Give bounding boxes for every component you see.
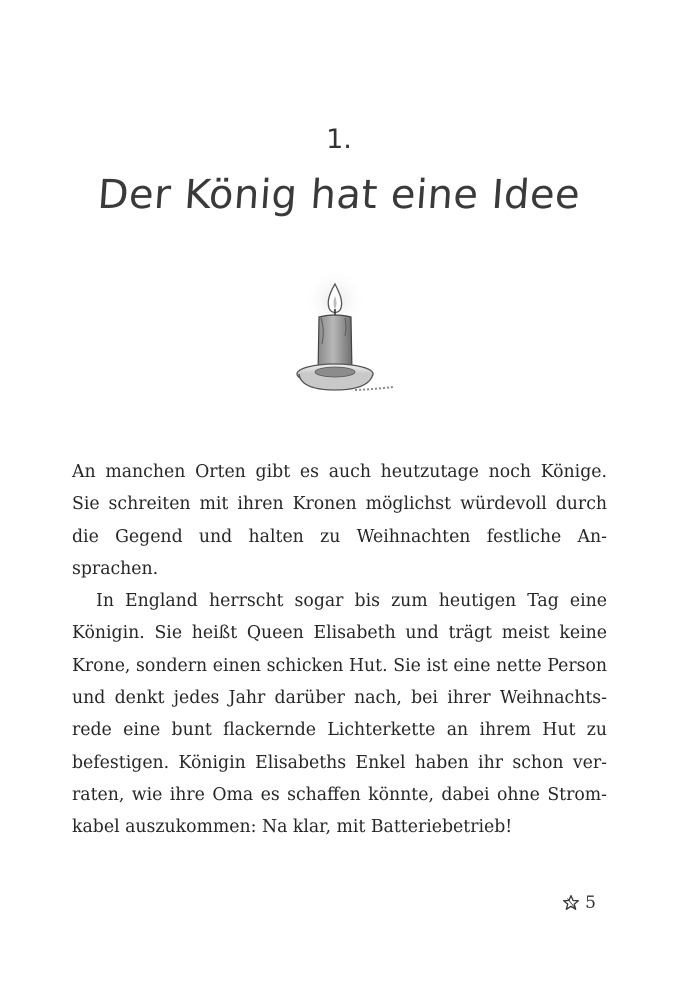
- text-line: raten, wie ihre Oma es schaffen könnte, dabei ohne Strom-: [72, 784, 607, 805]
- candle-illustration: [285, 270, 400, 405]
- text-line: Sie schreiten mit ihren Kronen möglichst würdevoll durch: [72, 494, 607, 515]
- chapter-title: Der König hat eine Idee: [96, 172, 582, 218]
- page-footer: [562, 893, 596, 913]
- page-number: 5: [585, 893, 596, 913]
- body-text: [72, 456, 607, 844]
- text-line: befestigen. Königin Elisabeths Enkel haben ihr schon ver-: [72, 752, 607, 773]
- text-line: kabel auszukommen: Na klar, mit Batteriebetrieb!: [72, 817, 513, 838]
- text-line: Krone, sondern einen schicken Hut. Sie ist eine nette Person: [72, 655, 607, 676]
- text-line: und denkt jedes Jahr darüber nach, bei ihrer Weihnachts-: [72, 688, 607, 709]
- text-line: die Gegend und halten zu Weihnachten festliche An-: [72, 526, 607, 547]
- text-line: rede eine bunt flackernde Lichterkette an ihrem Hut zu: [72, 720, 607, 741]
- star-icon: [562, 894, 580, 912]
- text-line: In England herrscht sogar bis zum heutigen Tag eine: [96, 591, 607, 612]
- text-line: An manchen Orten gibt es auch heutzutage noch Könige.: [72, 462, 607, 482]
- chapter-number: 1.: [326, 124, 352, 155]
- candle-icon: [285, 270, 400, 405]
- text-line: Königin. Sie heißt Queen Elisabeth und trägt meist keine: [72, 623, 607, 644]
- text-line: sprachen.: [72, 558, 159, 579]
